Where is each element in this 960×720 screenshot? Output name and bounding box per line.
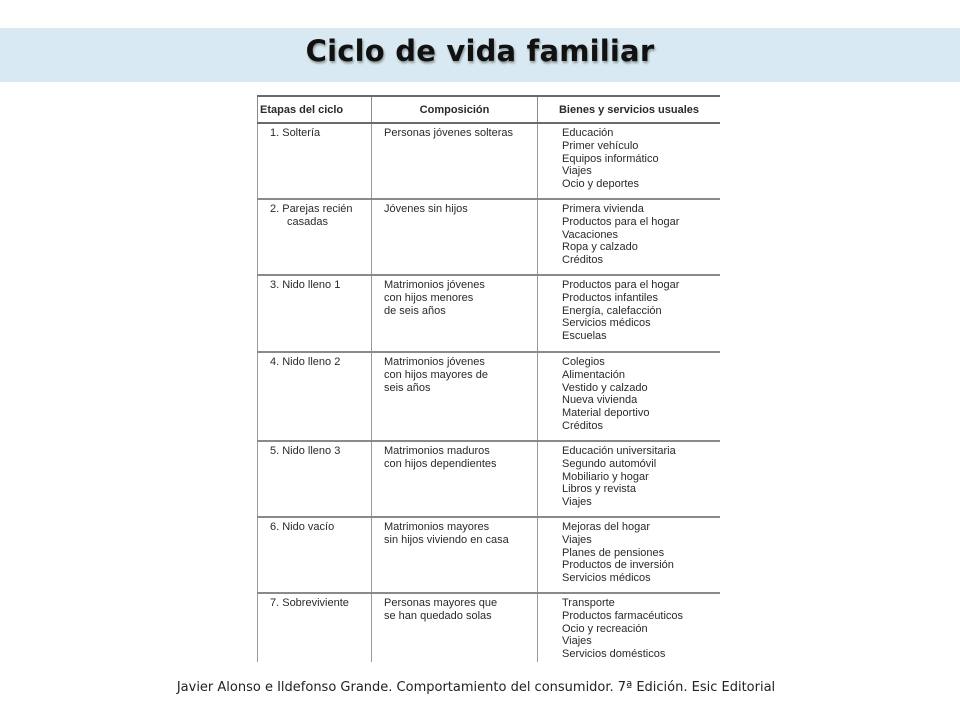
etapa-line: 3. Nido lleno 1: [270, 279, 341, 291]
bienes-line: Planes de pensiones: [562, 546, 665, 559]
etapa-line: 4. Nido lleno 2: [270, 356, 341, 368]
bienes-line: Ocio y recreación: [562, 622, 648, 635]
citation-footer: Javier Alonso e Ildefonso Grande. Comportamiento del consumidor. 7ª Edición. Esic Editorial: [176, 680, 776, 695]
page-title: Ciclo de vida familiar: [305, 34, 655, 68]
bienes-line: Material deportivo: [562, 407, 650, 420]
bienes-line: Viajes: [562, 635, 592, 648]
bienes-line: Primera vivienda: [562, 203, 644, 215]
bienes-line: Colegios: [562, 356, 605, 368]
cell-bienes: [538, 593, 721, 662]
bienes-line: Mejoras del hogar: [562, 521, 651, 533]
composicion-line: con hijos menores: [384, 291, 474, 304]
bienes-line: Servicios médicos: [562, 317, 651, 330]
cell-bienes: [538, 441, 721, 517]
table-row: [258, 123, 721, 199]
table-row: [258, 517, 721, 593]
etapa-line: 7. Sobreviviente: [270, 597, 349, 609]
bienes-line: Primer vehículo: [562, 139, 639, 152]
header-composicion: Composición: [372, 96, 538, 123]
cell-composicion: [372, 352, 538, 441]
composicion-line: Jóvenes sin hijos: [384, 203, 468, 215]
bienes-line: Transporte: [562, 597, 615, 609]
cell-bienes: [538, 123, 721, 199]
cell-composicion: [372, 517, 538, 593]
table-body: [258, 123, 721, 662]
bienes-line: Viajes: [562, 165, 592, 178]
table-row: [258, 352, 721, 441]
bienes-line: Libros y revista: [562, 483, 636, 496]
cell-etapa: [258, 517, 372, 593]
composicion-line: Matrimonios maduros: [384, 445, 490, 457]
header-etapas: Etapas del ciclo: [258, 96, 372, 123]
composicion-line: de seis años: [384, 304, 446, 317]
bienes-line: Créditos: [562, 419, 603, 432]
cell-bienes: [538, 352, 721, 441]
bienes-line: Servicios médicos: [562, 572, 651, 585]
table-row: [258, 199, 721, 275]
etapa-line: 6. Nido vacío: [270, 521, 335, 533]
cell-bienes: [538, 517, 721, 593]
composicion-line: se han quedado solas: [384, 609, 492, 622]
bienes-line: Productos para el hogar: [562, 215, 680, 228]
bienes-line: Ropa y calzado: [562, 241, 638, 254]
cell-composicion: [372, 199, 538, 275]
cell-composicion: [372, 441, 538, 517]
table-row: [258, 441, 721, 517]
cell-etapa: [258, 441, 372, 517]
header-bienes: Bienes y servicios usuales: [538, 96, 721, 123]
cell-etapa: [258, 199, 372, 275]
etapa-line: 2. Parejas recién: [270, 203, 353, 215]
composicion-line: seis años: [384, 381, 431, 394]
bienes-line: Alimentación: [562, 368, 625, 381]
cell-etapa: [258, 352, 372, 441]
table-row: [258, 593, 721, 662]
bienes-line: Servicios domésticos: [562, 648, 666, 661]
composicion-line: Personas jóvenes solteras: [384, 127, 514, 139]
composicion-line: Matrimonios jóvenes: [384, 356, 485, 368]
etapa-line: casadas: [287, 215, 328, 228]
composicion-line: con hijos mayores de: [384, 368, 488, 381]
bienes-line: Productos farmacéuticos: [562, 609, 684, 622]
bienes-line: Viajes: [562, 533, 592, 546]
composicion-line: Personas mayores que: [384, 597, 498, 609]
bienes-line: Viajes: [562, 496, 592, 509]
bienes-line: Segundo automóvil: [562, 457, 657, 470]
composicion-line: con hijos dependientes: [384, 457, 497, 470]
bienes-line: Productos de inversión: [562, 559, 674, 572]
bienes-line: Equipos informático: [562, 152, 659, 165]
etapa-line: 5. Nido lleno 3: [270, 445, 341, 457]
bienes-line: Nueva vivienda: [562, 394, 638, 407]
cell-etapa: [258, 275, 372, 352]
bienes-line: Energía, calefacción: [562, 304, 662, 317]
cell-composicion: [372, 593, 538, 662]
cell-etapa: [258, 593, 372, 662]
bienes-line: Créditos: [562, 254, 603, 267]
bienes-line: Educación: [562, 127, 614, 139]
family-lifecycle-table: [257, 95, 720, 662]
cell-etapa: [258, 123, 372, 199]
table-header-row: [258, 96, 721, 123]
bienes-line: Ocio y deportes: [562, 178, 640, 191]
cell-composicion: [372, 275, 538, 352]
etapa-line: 1. Soltería: [270, 127, 321, 139]
cell-bienes: [538, 199, 721, 275]
bienes-line: Productos para el hogar: [562, 279, 680, 291]
composicion-line: sin hijos viviendo en casa: [384, 533, 509, 546]
bienes-line: Mobiliario y hogar: [562, 470, 649, 483]
composicion-line: Matrimonios jóvenes: [384, 279, 485, 291]
table-row: [258, 275, 721, 352]
table-image: [240, 84, 720, 662]
composicion-line: Matrimonios mayores: [384, 521, 490, 533]
bienes-line: Vestido y calzado: [562, 381, 648, 394]
cell-bienes: [538, 275, 721, 352]
bienes-line: Escuelas: [562, 330, 607, 343]
cell-composicion: [372, 123, 538, 199]
bienes-line: Educación universitaria: [562, 445, 676, 457]
bienes-line: Vacaciones: [562, 228, 619, 241]
bienes-line: Productos infantiles: [562, 291, 658, 304]
